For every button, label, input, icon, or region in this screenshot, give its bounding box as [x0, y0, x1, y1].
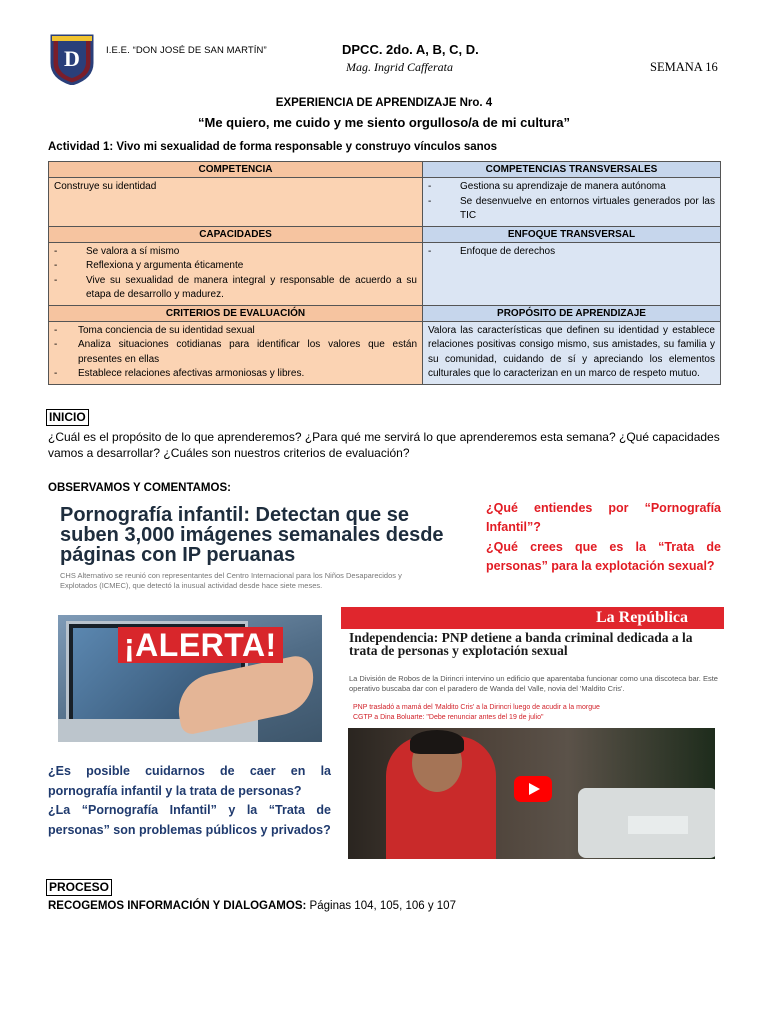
news-clipping-pornografia — [48, 499, 468, 606]
criterios-cell — [49, 321, 423, 384]
competencia-cell — [49, 178, 423, 227]
article-summary: La División de Robos de la Dirincri intervino un edificio que aparentaba funcionar como una discoteca bar. Este operativo buscaba dar con el paradero de Wanda del Valle, novia del 'Maldito Cris'. — [349, 674, 718, 693]
capacidades-header: CAPACIDADES — [49, 226, 423, 242]
question-cuidarnos: ¿Es posible cuidarnos de caer en la pornografía infantil y la trata de personas? — [48, 764, 331, 798]
list-item: - Establece relaciones afectivas armoniosas y libres. — [54, 368, 305, 379]
course-label: DPCC. 2do. A, B, C, D. — [342, 42, 479, 57]
larepublica-header-bar — [341, 607, 724, 629]
list-item: - Se desenvuelve en entornos virtuales generados por las TIC — [428, 195, 715, 221]
school-crest-logo — [48, 33, 96, 85]
activity-title: Actividad 1: Vivo mi sexualidad de forma responsable y construyo vínculos sanos — [48, 141, 498, 153]
teacher-name: Mag. Ingrid Cafferata — [346, 60, 453, 74]
planning-table — [48, 161, 721, 385]
proposito-cell — [423, 321, 721, 384]
svg-text:D: D — [64, 46, 80, 71]
observamos-heading: OBSERVAMOS Y COMENTAMOS: — [48, 482, 231, 494]
week-label: SEMANA 16 — [650, 60, 718, 74]
list-item: - Reflexiona y argumenta éticamente — [54, 260, 244, 271]
competencia-header: COMPETENCIA — [49, 162, 423, 178]
alerta-banner: ¡ALERTA! — [118, 627, 283, 663]
proposito-header: PROPÓSITO DE APRENDIZAJE — [423, 305, 721, 321]
questions-left — [48, 762, 331, 840]
article-headline: Independencia: PNP detiene a banda criminal dedicada a la trata de personas y explotación sexual — [349, 630, 693, 658]
enfoque-cell — [423, 242, 721, 305]
recogemos-line — [48, 900, 456, 912]
related-link[interactable]: CGTP a Dina Boluarte: "Debe renunciar antes del 19 de julio" — [353, 714, 544, 721]
recogemos-pages: Páginas 104, 105, 106 y 107 — [309, 900, 456, 912]
question-problemas: ¿La “Pornografía Infantil” y la “Trata de personas” son problemas públicos y privados? — [48, 803, 331, 837]
proposito-text: Valora las características que definen su identidad y establece relaciones positivas consigo mismo, sus amistades, su familia y su comunidad, cuidando de sí y apreciando los elementos culturales que lo caracterizan en un marco de respeto mutuo. — [428, 324, 715, 379]
experience-title: EXPERIENCIA DE APRENDIZAJE Nro. 4 — [275, 97, 493, 109]
list-item: - Toma conciencia de su identidad sexual — [54, 324, 255, 336]
question-trata: ¿Qué crees que es la “Trata de personas” para la explotación sexual? — [486, 540, 721, 573]
larepublica-article — [341, 607, 724, 861]
news-summary: CHS Alternativo se reunió con representantes del Centro Internacional para los Niños Desaparecidos y Explotados (ICMEC), que detectó la inusual actividad desde hace siete meses. — [60, 571, 402, 590]
inicio-questions: ¿Cuál es el propósito de lo que aprenderemos? ¿Para qué me servirá lo que aprenderemos esta semana? ¿Qué capacidades vamos a desarrollar? ¿Cuáles son nuestros criterios de evaluación? — [48, 430, 720, 460]
play-icon[interactable] — [514, 776, 552, 802]
recogemos-label: RECOGEMOS INFORMACIÓN Y DIALOGAMOS: — [48, 900, 307, 912]
news-headline: Pornografía infantil: Detectan que se suben 3,000 imágenes semanales desde páginas con IP peruanas — [60, 504, 444, 566]
experience-subtitle: “Me quiero, me cuido y me siento orgulloso/a de mi cultura” — [197, 115, 570, 130]
criterios-header: CRITERIOS DE EVALUACIÓN — [49, 305, 423, 321]
list-item: - Se valora a sí mismo — [54, 245, 180, 257]
list-item: - Analiza situaciones cotidianas para identificar los valores que están presentes en ellas — [54, 339, 417, 365]
competencia-text: Construye su identidad — [54, 181, 157, 192]
proceso-heading: PROCESO — [46, 879, 112, 896]
related-link[interactable]: PNP trasladó a mamá del 'Maldito Cris' a la Dirincri luego de acudir a la morgue — [353, 704, 600, 711]
list-item: - Enfoque de derechos — [428, 245, 556, 257]
school-name: I.E.E. “DON JOSÉ DE SAN MARTÍN” — [106, 45, 267, 56]
transversales-cell — [423, 178, 721, 227]
enfoque-header: ENFOQUE TRANSVERSAL — [423, 226, 721, 242]
inicio-heading: INICIO — [46, 409, 89, 426]
article-video[interactable] — [348, 728, 715, 859]
list-item: - Vive su sexualidad de manera integral y responsable de acuerdo a su etapa de desarrollo y madurez. — [54, 274, 417, 300]
larepublica-logo: La República — [595, 609, 688, 626]
question-pornografia: ¿Qué entiendes por “Pornografía Infantil”? — [486, 501, 721, 534]
transversales-header: COMPETENCIAS TRANSVERSALES — [423, 162, 721, 178]
capacidades-cell — [49, 242, 423, 305]
questions-right — [486, 499, 721, 575]
list-item: - Gestiona su aprendizaje de manera autónoma — [428, 181, 666, 192]
alerta-photo — [58, 615, 322, 742]
